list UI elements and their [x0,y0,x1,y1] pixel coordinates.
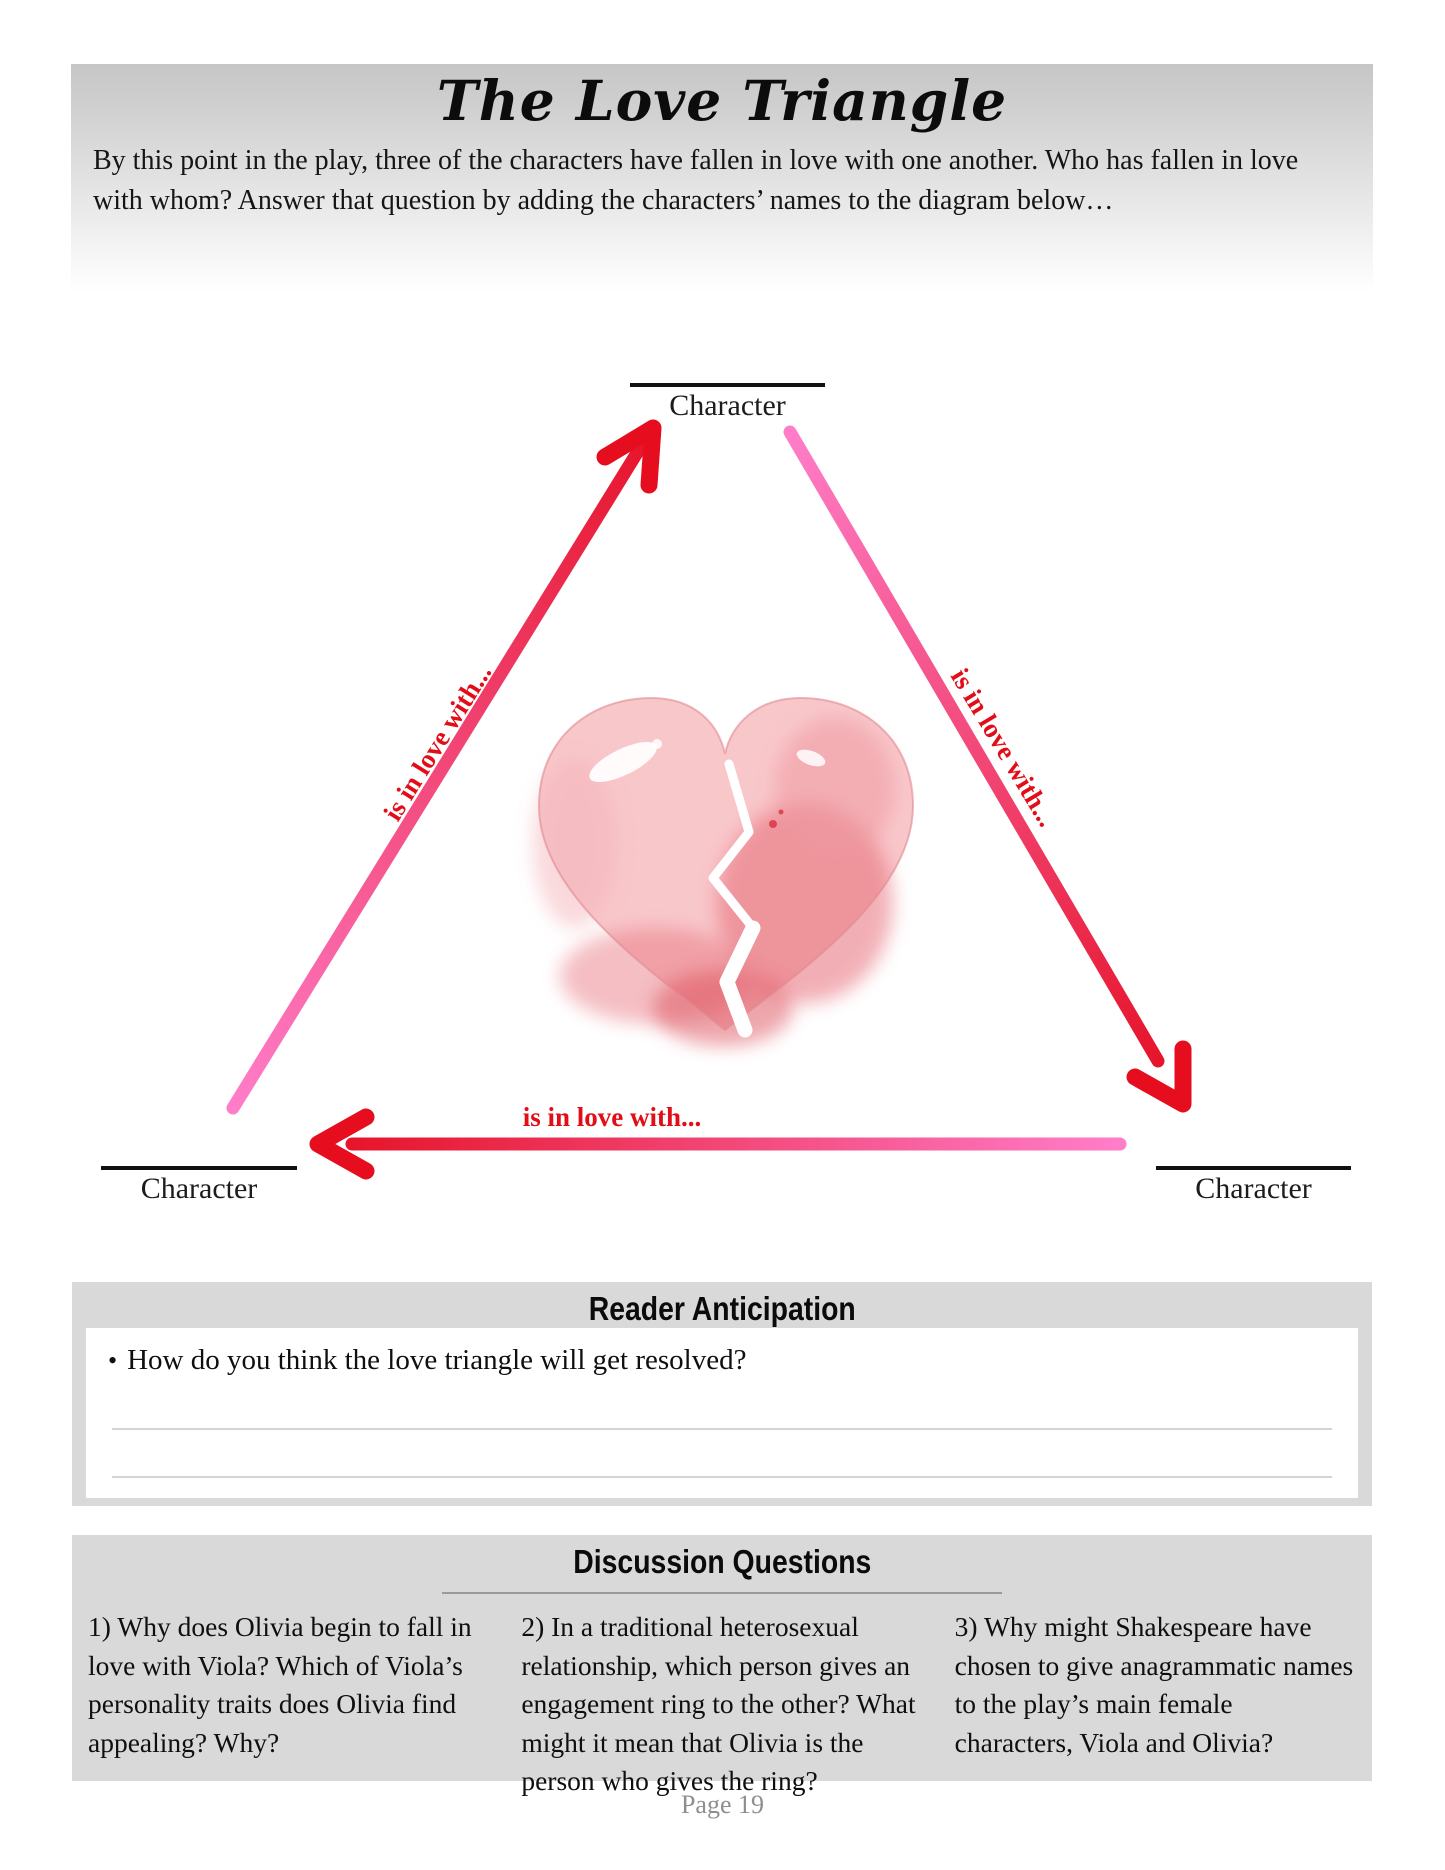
section-heading-text: Discussion Questions [572,1543,872,1580]
page-number: Page 19 [680,1790,765,1819]
broken-heart-icon [533,698,913,1046]
page-footer [0,1790,1445,1820]
answer-write-line[interactable] [112,1428,1332,1430]
section-heading [72,1535,1372,1582]
character-blank-bottom-left[interactable] [101,1166,297,1206]
character-label: Character [669,389,786,422]
arrow-bottom-edge [318,1117,1120,1171]
section-heading-text: Reader Anticipation [588,1290,856,1327]
section-heading [72,1282,1372,1329]
discussion-question-1: 1) Why does Olivia begin to fall in love with Viola? Which of Viola’s personality traits does Olivia find appealing? Why? [88,1611,472,1758]
page-title: The Love Triangle [436,68,1008,133]
character-label: Character [1195,1172,1312,1205]
fill-in-line [630,383,825,387]
character-label: Character [140,1172,258,1205]
answer-write-line[interactable] [112,1476,1332,1478]
love-triangle-diagram [0,320,1445,1260]
question-columns [72,1594,1372,1801]
anticipation-question [86,1328,1358,1377]
fill-in-line [101,1166,297,1170]
edge-label-bottom: is in love with... [522,1102,702,1132]
fill-in-line [1156,1166,1351,1170]
answer-box [86,1328,1358,1498]
reader-anticipation-section [72,1282,1372,1506]
header [71,64,1373,302]
triangle-graphic [0,320,1445,1260]
discussion-question-2: 2) In a traditional heterosexual relationship, which person gives an engagement ring to the other? What might it mean that Olivia is the person who gives the ring? [521,1611,916,1796]
edge-label-right: is in love with... [944,663,1063,832]
character-blank-bottom-right[interactable] [1156,1166,1351,1206]
intro-text: By this point in the play, three of the characters have fallen in love with one another. Who has fallen in love with whom? Answer that question by adding the characters’ names to the diagram below… [93,145,1299,216]
bullet-icon: • [108,1346,118,1375]
discussion-question-3: 3) Why might Shakespeare have chosen to give anagrammatic names to the play’s main female characters, Viola and Olivia? [954,1611,1354,1758]
question-text: How do you think the love triangle will get resolved? [127,1344,747,1376]
character-blank-top[interactable] [630,383,825,423]
discussion-questions-section [72,1535,1372,1796]
edge-label-left: is in love with... [377,658,498,826]
